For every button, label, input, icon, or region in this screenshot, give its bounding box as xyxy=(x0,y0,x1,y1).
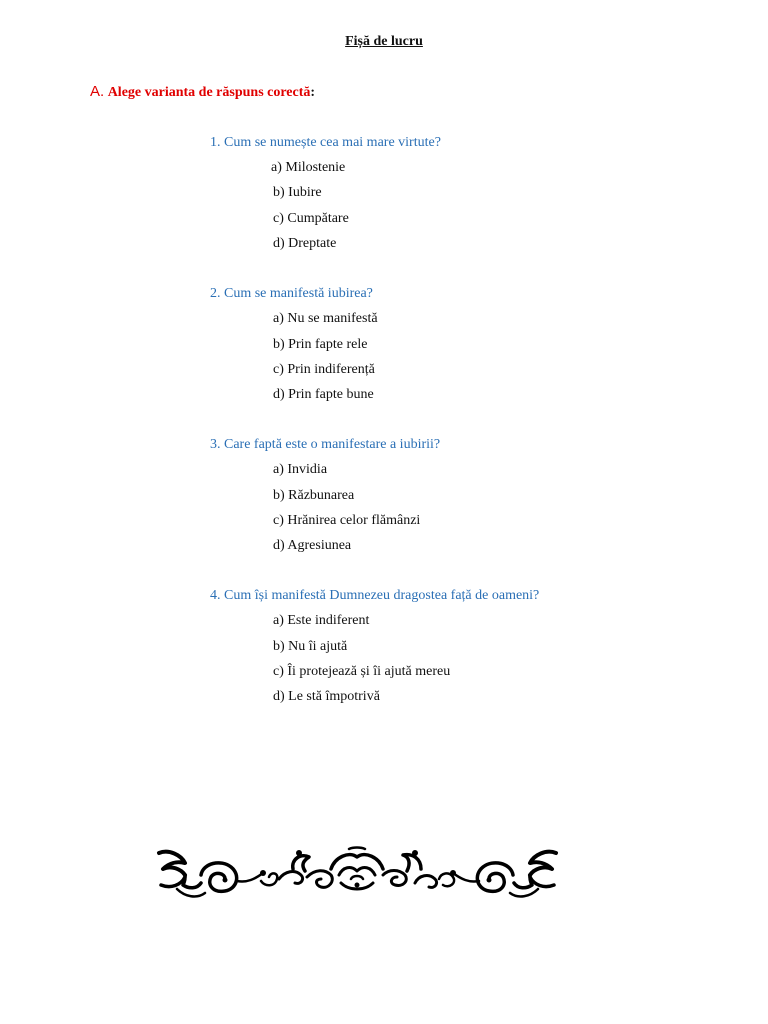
question-2-option-a: a) Nu se manifestă xyxy=(273,311,378,326)
question-1-option-d: d) Dreptate xyxy=(273,236,337,251)
question-2: 2. Cum se manifestă iubirea? xyxy=(210,286,373,301)
question-3-option-c: c) Hrănirea celor flămânzi xyxy=(273,513,421,528)
question-3: 3. Care faptă este o manifestare a iubirii? xyxy=(210,437,441,452)
question-3-option-d: d) Agresiunea xyxy=(273,538,352,553)
question-4-option-d: d) Le stă împotrivă xyxy=(273,689,380,704)
question-1-option-c: c) Cumpătare xyxy=(273,211,349,226)
question-1: 1. Cum se numește cea mai mare virtute? xyxy=(210,135,441,150)
question-2-option-c: c) Prin indiferență xyxy=(273,362,375,377)
question-1-option-a: a) Milostenie xyxy=(271,160,346,175)
section-letter: A. xyxy=(90,83,105,100)
ornamental-divider-icon xyxy=(155,845,560,903)
question-3-option-a: a) Invidia xyxy=(273,462,328,477)
section-instruction: Alege varianta de răspuns corectă xyxy=(107,85,311,100)
section-a-heading xyxy=(90,83,315,101)
question-1-option-b: b) Iubire xyxy=(273,185,322,200)
document-title: Fișă de lucru xyxy=(345,34,423,49)
question-4-option-b: b) Nu îi ajută xyxy=(273,639,348,654)
question-4: 4. Cum își manifestă Dumnezeu dragostea față de oameni? xyxy=(210,588,540,603)
question-2-option-b: b) Prin fapte rele xyxy=(273,337,368,352)
question-2-option-d: d) Prin fapte bune xyxy=(273,387,374,402)
question-4-option-a: a) Este indiferent xyxy=(273,613,370,628)
question-3-option-b: b) Răzbunarea xyxy=(273,488,355,503)
section-colon: : xyxy=(310,85,316,100)
question-4-option-c: c) Îi protejează și îi ajută mereu xyxy=(273,664,451,679)
